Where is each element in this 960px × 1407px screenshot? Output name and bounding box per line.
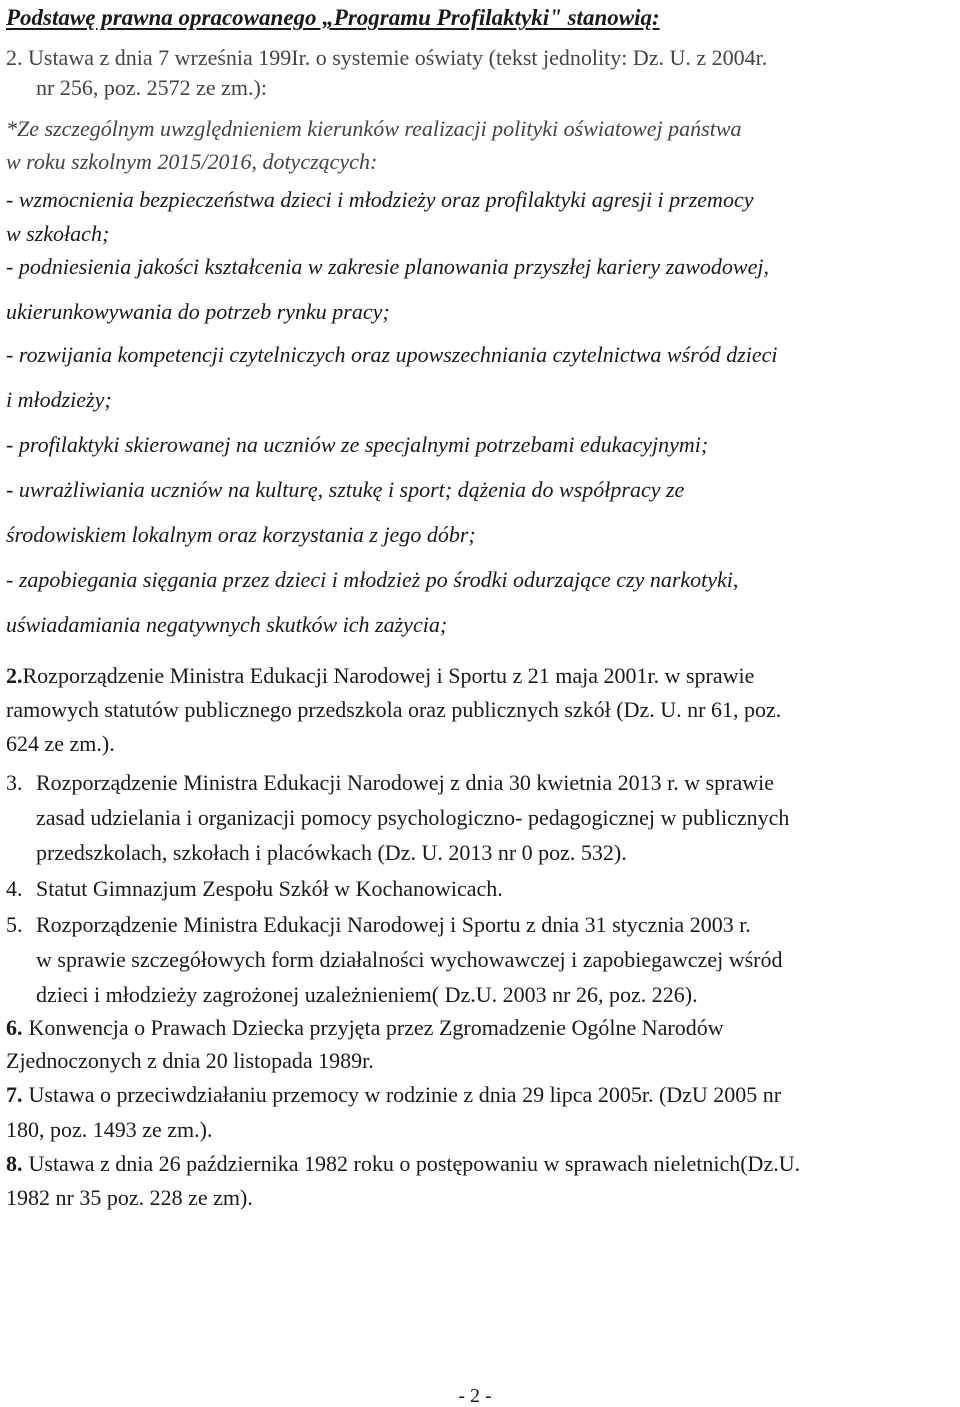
priority-bullet-1-line-2: w szkołach; bbox=[6, 221, 110, 246]
reference-3-line-1 bbox=[6, 770, 774, 796]
priority-bullet-5-line-2: środowiskiem lokalnym oraz korzystania z jego dóbr; bbox=[6, 522, 476, 547]
reference-3-number: 3. bbox=[6, 770, 23, 795]
reference-3-text-1: Rozporządzenie Ministra Edukacji Narodowej z dnia 30 kwietnia 2013 r. w sprawie bbox=[36, 770, 774, 795]
legal-basis-line-2: nr 256, poz. 2572 ze zm.): bbox=[36, 75, 267, 100]
reference-6-line-2: Zjednoczonych z dnia 20 listopada 1989r. bbox=[6, 1048, 374, 1073]
reference-2-text-1: Rozporządzenie Ministra Edukacji Narodowej i Sportu z 21 maja 2001r. w sprawie bbox=[22, 663, 755, 688]
legal-basis-line-1: 2. Ustawa z dnia 7 września 199Ir. o systemie oświaty (tekst jednolity: Dz. U. z 2004r. bbox=[6, 45, 768, 70]
reference-8-text-1: Ustawa z dnia 26 października 1982 roku o postępowaniu w sprawach nieletnich(Dz.U. bbox=[28, 1151, 801, 1176]
reference-7-line-2: 180, poz. 1493 ze zm.). bbox=[6, 1117, 213, 1142]
reference-5-number: 5. bbox=[6, 912, 23, 937]
reference-5-text-1: Rozporządzenie Ministra Edukacji Narodowej i Sportu z dnia 31 stycznia 2003 r. bbox=[36, 912, 751, 937]
reference-8-line-2: 1982 nr 35 poz. 228 ze zm). bbox=[6, 1185, 253, 1210]
reference-2-line-2: ramowych statutów publicznego przedszkola oraz publicznych szkół (Dz. U. nr 61, poz. bbox=[6, 697, 782, 722]
reference-8-line-1 bbox=[6, 1151, 800, 1177]
priority-bullet-2-line-2: ukierunkowywania do potrzeb rynku pracy; bbox=[6, 299, 390, 324]
reference-5-line-1 bbox=[6, 912, 751, 938]
reference-4-text-1: Statut Gimnazjum Zespołu Szkół w Kochanowicach. bbox=[36, 876, 503, 901]
reference-2-number: 2. bbox=[6, 663, 23, 688]
page-heading: Podstawę prawna opracowanego „Programu Profilaktyki" stanowią: bbox=[6, 5, 660, 30]
reference-6-text-1: Konwencja o Prawach Dziecka przyjęta przez Zgromadzenie Ogólne Narodów bbox=[28, 1015, 724, 1040]
reference-2-line-3: 624 ze zm.). bbox=[6, 731, 115, 756]
reference-5-line-2: w sprawie szczegółowych form działalności wychowawczej i zapobiegawczej wśród bbox=[36, 947, 783, 972]
reference-3-line-2: zasad udzielania i organizacji pomocy psychologiczno- pedagogicznej w publicznych bbox=[36, 805, 790, 830]
priority-bullet-4-line-1: - profilaktyki skierowanej na uczniów ze specjalnymi potrzebami edukacyjnymi; bbox=[6, 432, 709, 457]
page-number: - 2 - bbox=[458, 1385, 492, 1407]
reference-8-number: 8. bbox=[6, 1151, 23, 1176]
reference-4-line-1 bbox=[6, 876, 503, 902]
reference-3-line-3: przedszkolach, szkołach i placówkach (Dz. U. 2013 nr 0 poz. 532). bbox=[36, 840, 627, 865]
reference-7-text-1: Ustawa o przeciwdziałaniu przemocy w rodzinie z dnia 29 lipca 2005r. (DzU 2005 nr bbox=[28, 1082, 782, 1107]
reference-5-line-3: dzieci i młodzieży zagrożonej uzależnieniem( Dz.U. 2003 nr 26, poz. 226). bbox=[36, 982, 698, 1007]
priorities-intro-line-2: w roku szkolnym 2015/2016, dotyczących: bbox=[6, 149, 378, 174]
reference-6-number: 6. bbox=[6, 1015, 23, 1040]
priority-bullet-2-line-1: - podniesienia jakości kształcenia w zakresie planowania przyszłej kariery zawodowej, bbox=[6, 254, 769, 279]
priority-bullet-3-line-2: i młodzieży; bbox=[6, 387, 112, 412]
priority-bullet-3-line-1: - rozwijania kompetencji czytelniczych oraz upowszechniania czytelnictwa wśród dzieci bbox=[6, 342, 778, 367]
reference-4-number: 4. bbox=[6, 876, 23, 901]
priority-bullet-1-line-1: - wzmocnienia bezpieczeństwa dzieci i młodzieży oraz profilaktyki agresji i przemocy bbox=[6, 187, 754, 212]
reference-7-line-1 bbox=[6, 1082, 781, 1108]
reference-7-number: 7. bbox=[6, 1082, 23, 1107]
priority-bullet-6-line-1: - zapobiegania sięgania przez dzieci i młodzież po środki odurzające czy narkotyki, bbox=[6, 567, 739, 592]
reference-2-line-1 bbox=[6, 663, 754, 689]
priority-bullet-5-line-1: - uwrażliwiania uczniów na kulturę, sztukę i sport; dążenia do współpracy ze bbox=[6, 477, 685, 502]
priorities-intro-line-1: *Ze szczególnym uwzględnieniem kierunków realizacji polityki oświatowej państwa bbox=[6, 116, 742, 141]
reference-6-line-1 bbox=[6, 1015, 724, 1041]
priority-bullet-6-line-2: uświadamiania negatywnych skutków ich zażycia; bbox=[6, 612, 448, 637]
